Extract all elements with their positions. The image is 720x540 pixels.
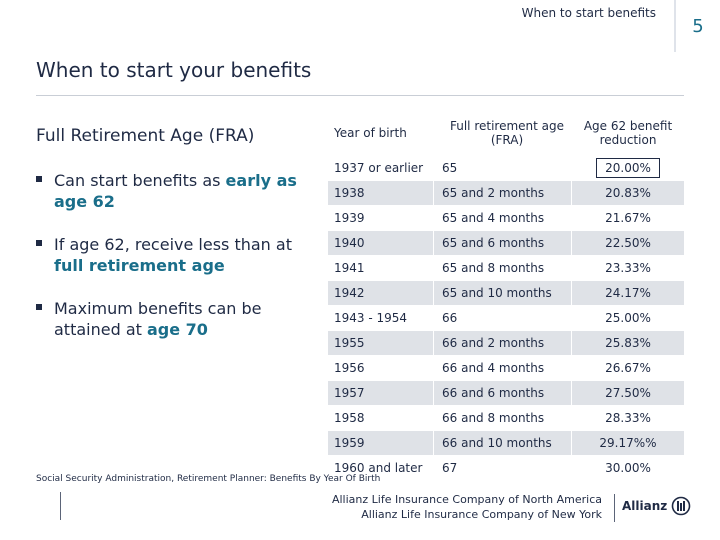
fra-table [328, 110, 684, 481]
bullet-item [36, 170, 306, 212]
cell-reduction: 22.50% [605, 236, 651, 250]
table-row [328, 156, 684, 181]
cell-reduction: 26.67% [605, 361, 651, 375]
section-heading: Full Retirement Age (FRA) [36, 126, 255, 146]
cell-reduction: 29.17%% [599, 436, 657, 450]
cell-fra: 67 [434, 456, 572, 480]
col-header-reduction: Age 62 benefit reduction [583, 119, 673, 147]
table-row [328, 331, 684, 356]
table-row [328, 356, 684, 381]
cell-reduction: 28.33% [605, 411, 651, 425]
cell-reduction: 30.00% [605, 461, 651, 475]
table-row [328, 181, 684, 206]
cell-fra: 65 and 2 months [434, 181, 572, 205]
cell-year: 1959 [328, 431, 434, 455]
cell-fra: 66 and 2 months [434, 331, 572, 355]
table-row [328, 231, 684, 256]
bullet-item [36, 298, 306, 340]
allianz-eagle-icon [671, 496, 691, 516]
logo-text: Allianz [622, 499, 668, 513]
cell-reduction: 25.83% [605, 336, 651, 350]
cell-fra: 65 and 10 months [434, 281, 572, 305]
cell-year: 1960 and later [328, 456, 434, 480]
bullet-square-icon [36, 240, 42, 246]
cell-year: 1941 [328, 256, 434, 280]
cell-year: 1958 [328, 406, 434, 430]
table-row [328, 281, 684, 306]
cell-fra: 65 [434, 156, 572, 180]
cell-fra: 66 and 4 months [434, 356, 572, 380]
bullet-highlight: full retirement age [54, 256, 225, 275]
table-row [328, 406, 684, 431]
bullet-square-icon [36, 176, 42, 182]
bullet-text: If age 62, receive less than at [54, 235, 292, 254]
cell-reduction: 23.33% [605, 261, 651, 275]
cell-year: 1938 [328, 181, 434, 205]
highlighted-value: 20.00% [596, 158, 660, 178]
table-row [328, 306, 684, 331]
bullet-square-icon [36, 304, 42, 310]
company-line-1: Allianz Life Insurance Company of North America [331, 493, 602, 506]
bullet-text: Maximum benefits can be attained at [54, 299, 262, 339]
cell-year: 1939 [328, 206, 434, 230]
col-header-fra: Full retirement age (FRA) [449, 119, 565, 147]
cell-year: 1957 [328, 381, 434, 405]
cell-fra: 66 and 8 months [434, 406, 572, 430]
cell-fra: 66 and 10 months [434, 431, 572, 455]
cell-fra: 65 and 6 months [434, 231, 572, 255]
cell-fra: 65 and 4 months [434, 206, 572, 230]
bullet-list [36, 170, 306, 340]
cell-year: 1955 [328, 331, 434, 355]
cell-year: 1943 - 1954 [328, 306, 434, 330]
allianz-logo [622, 496, 691, 516]
table-row [328, 206, 684, 231]
table-row [328, 256, 684, 281]
cell-year: 1940 [328, 231, 434, 255]
title-divider [36, 95, 684, 96]
bullet-text: Can start benefits as [54, 171, 226, 190]
table-row [328, 431, 684, 456]
table-header [328, 110, 684, 156]
cell-fra: 66 and 6 months [434, 381, 572, 405]
footer-divider [614, 494, 615, 522]
cell-year: 1942 [328, 281, 434, 305]
table-row [328, 456, 684, 481]
left-panel [36, 126, 306, 362]
header-label: When to start benefits [521, 6, 656, 20]
table-row [328, 381, 684, 406]
table-body [328, 156, 684, 481]
footer-left-rule [60, 492, 61, 520]
bullet-highlight: early as age 62 [54, 171, 297, 211]
company-line-2: Allianz Life Insurance Company of New York [361, 508, 602, 521]
cell-year: 1937 or earlier [328, 156, 434, 180]
cell-reduction: 24.17% [605, 286, 651, 300]
cell-fra: 66 [434, 306, 572, 330]
bullet-item [36, 234, 306, 276]
bullet-highlight: age 70 [147, 320, 208, 339]
cell-reduction: 20.83% [605, 186, 651, 200]
col-header-year: Year of birth [334, 126, 407, 140]
page-number: 5 [674, 0, 720, 52]
cell-year: 1956 [328, 356, 434, 380]
cell-reduction [572, 156, 684, 180]
slide-title: When to start your benefits [36, 58, 312, 82]
cell-fra: 65 and 8 months [434, 256, 572, 280]
cell-reduction: 25.00% [605, 311, 651, 325]
source-note: Social Security Administration, Retirement Planner: Benefits By Year Of Birth [36, 474, 381, 484]
cell-reduction: 21.67% [605, 211, 651, 225]
cell-reduction: 27.50% [605, 386, 651, 400]
company-names [332, 492, 602, 522]
